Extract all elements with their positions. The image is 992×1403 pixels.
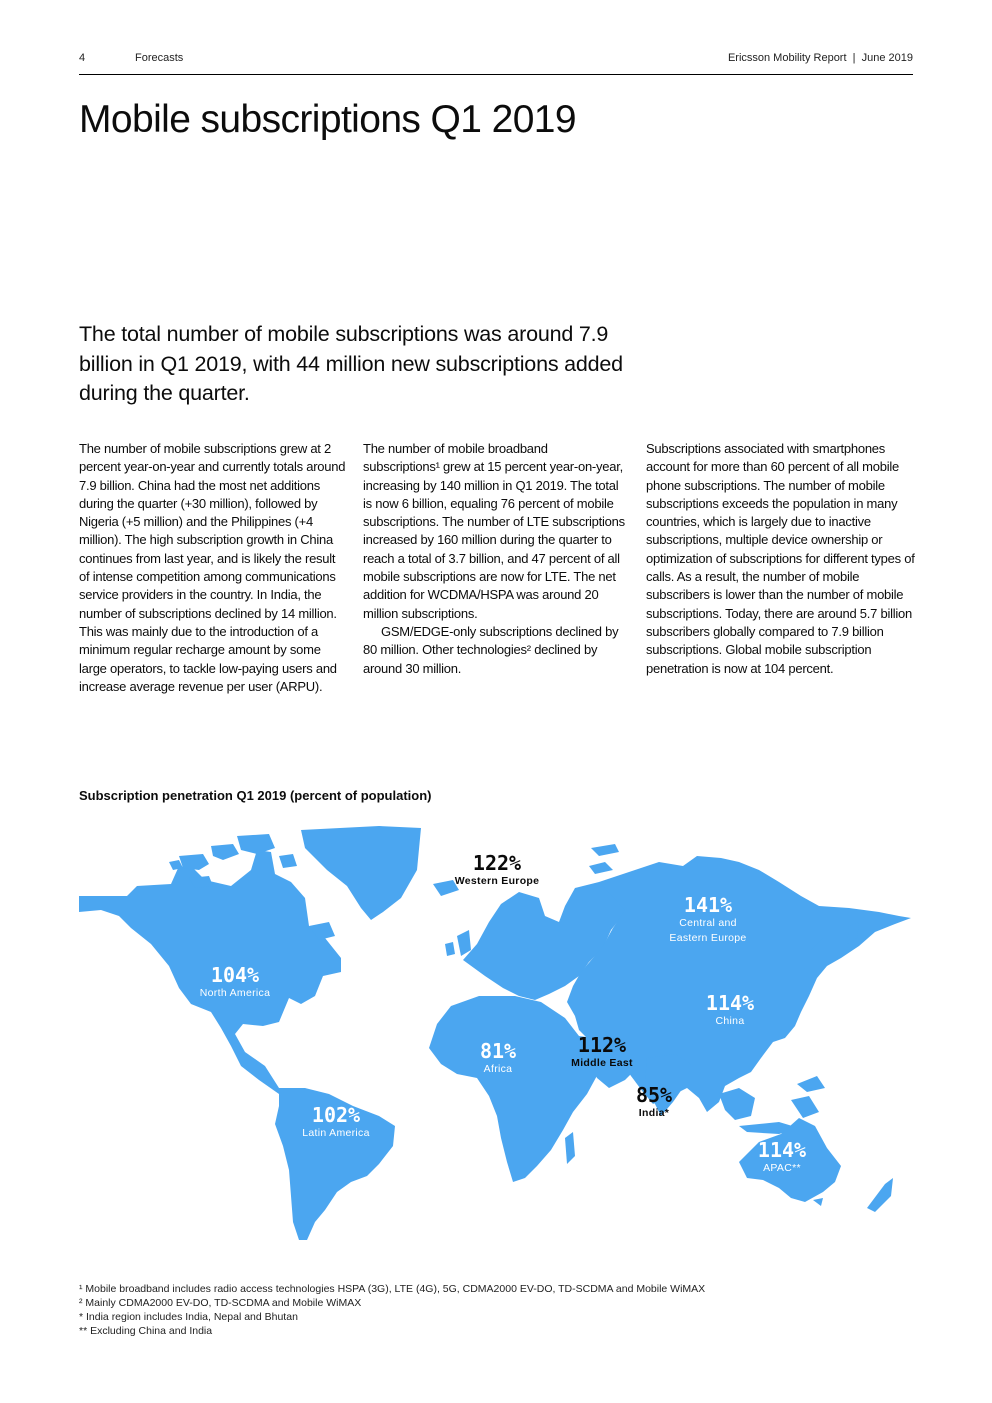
footnote: ** Excluding China and India — [79, 1325, 213, 1337]
region-label-north-america — [200, 964, 270, 1001]
publication-name: Ericsson Mobility Report | June 2019 — [727, 52, 913, 64]
region-value: 85% — [635, 1083, 673, 1107]
text-column-1 — [79, 440, 347, 696]
column-paragraph: GSM/EDGE-only subscriptions declined by 80 million. Other technologies² declined by around 30 million. — [363, 623, 619, 676]
region-label-middle-east — [571, 1034, 633, 1071]
region-name: North America — [199, 987, 271, 999]
region-label-apac — [758, 1139, 806, 1176]
footnote: ² Mainly CDMA2000 EV-DO, TD-SCDMA and Mobile WiMAX — [79, 1297, 362, 1309]
landmass-greenland — [301, 826, 421, 920]
region-label-central-eastern-europe — [660, 894, 756, 946]
region-name: APAC** — [763, 1162, 801, 1174]
text-column-3 — [646, 440, 916, 678]
column-paragraph: The number of mobile subscriptions grew at 2 percent year-on-year and currently totals around 7.9 billion. China had the most net additions during the quarter (+30 million), followed by Nigeria (+5 million) and the Philippines (+4 million). The high subscription growth in China continues from last year, and is likely the result of intense competition among communications service providers in the country. In India, the number of subscriptions declined by 14 million. This was mainly due to the introduction of a minimum regular recharge amount by some large operators, to tackle low-paying users and increase average revenue per user (ARPU). — [79, 441, 346, 694]
region-name: India* — [638, 1107, 670, 1119]
region-value: 122% — [472, 851, 522, 875]
landmass-madagascar — [565, 1132, 575, 1164]
page-number: 4 — [79, 52, 86, 64]
region-label-china — [706, 992, 754, 1029]
region-label-latin-america — [296, 1104, 376, 1141]
region-name: China — [715, 1015, 745, 1027]
footnote: * India region includes India, Nepal and Bhutan — [79, 1311, 298, 1323]
region-value: 114% — [705, 991, 755, 1015]
column-paragraph: Subscriptions associated with smartphones account for more than 60 percent of all mobile phone subscriptions. The number of mobile subscriptions exceeds the population in many countries, which is largely due to inactive subscriptions, multiple device ownership or optimization of subscriptions for different types of calls. As a result, the number of mobile subscribers is lower than the number of mobile subscriptions. Today, there are around 5.7 billion subscribers globally compared to 7.9 billion subscriptions. Global mobile subscription penetration is now at 104 percent. — [646, 441, 915, 676]
region-value: 81% — [479, 1039, 517, 1063]
region-name: Middle East — [571, 1057, 633, 1069]
region-name: Africa — [483, 1063, 513, 1075]
region-label-africa — [480, 1040, 516, 1077]
page-title: Mobile subscriptions Q1 2019 — [79, 98, 576, 141]
header-rule — [79, 74, 913, 75]
footnotes — [79, 1282, 705, 1338]
region-name: Latin America — [302, 1127, 370, 1139]
world-map-chart — [79, 826, 913, 1246]
region-value: 102% — [311, 1103, 361, 1127]
landmass-uk-ireland — [445, 930, 471, 956]
region-value: 104% — [210, 963, 260, 987]
region-label-india — [636, 1084, 672, 1121]
region-value: 112% — [577, 1033, 627, 1057]
region-label-western-europe — [455, 852, 540, 889]
world-map — [79, 826, 913, 1246]
section-name: Forecasts — [135, 52, 184, 64]
region-name: Central and Eastern Europe — [669, 917, 747, 944]
region-value: 141% — [683, 893, 733, 917]
lead-paragraph: The total number of mobile subscriptions was around 7.9 billion in Q1 2019, with 44 million new subscriptions added during the quarter. — [79, 322, 623, 405]
region-name: Western Europe — [454, 875, 540, 887]
region-value: 114% — [757, 1138, 807, 1162]
chart-title: Subscription penetration Q1 2019 (percent of population) — [79, 788, 432, 803]
footnote: ¹ Mobile broadband includes radio access technologies HSPA (3G), LTE (4G), 5G, CDMA2000 EV-DO, TD-SCDMA and Mobile WiMAX — [79, 1283, 706, 1295]
text-column-2 — [363, 440, 627, 678]
column-paragraph: The number of mobile broadband subscriptions¹ grew at 15 percent year-on-year, increasing by 140 million in Q1 2019. The total is now 6 billion, equaling 76 percent of mobile subscriptions. The number of LTE subscriptions increased by 160 million during the quarter to reach a total of 3.7 billion, and 47 percent of all mobile subscriptions are now for LTE. The net addition for WCDMA/HSPA was around 20 million subscriptions. — [363, 441, 625, 621]
